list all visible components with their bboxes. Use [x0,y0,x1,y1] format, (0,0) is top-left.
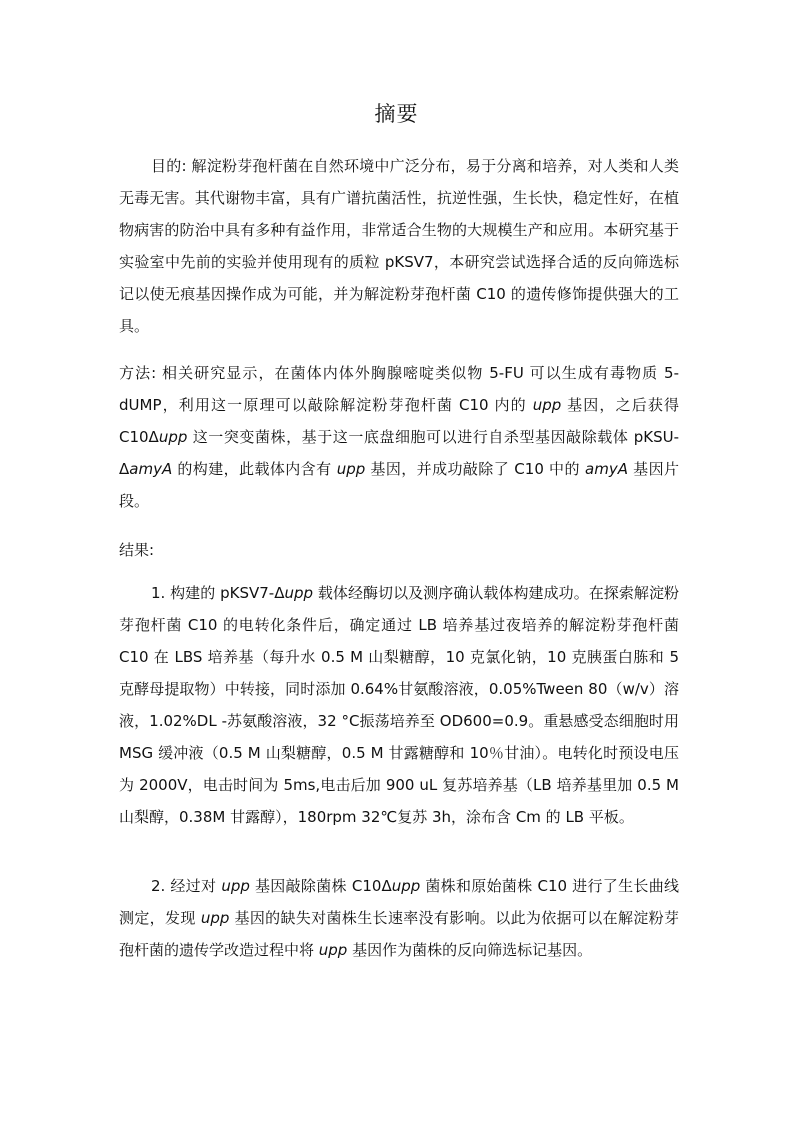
gene-name: upp [391,877,421,895]
objective-paragraph [119,150,679,342]
result-text: 基因的缺失对菌株生长速率没有影响。以此为依据可以在解淀粉芽孢杆菌的遗传学改造过程中将 [119,909,679,959]
results-item-2 [119,870,679,966]
gene-name: upp [532,396,562,414]
result-text: 1. 构建的 pKSV7-Δ [151,584,285,602]
gene-name: amyA [129,460,173,478]
result-text: 2. 经过对 [151,877,222,895]
page-title: 摘要 [374,102,419,126]
method-text: 这一突变菌株，基于这一底盘细胞可以进行自杀型基因敲除载体 pKSU-Δ [119,428,679,478]
result-text: 基因作为菌株的反向筛选标记基因。 [347,941,593,959]
gene-name: upp [221,877,250,895]
results-item-1 [119,577,679,833]
gene-name: upp [318,941,348,959]
method-label: 方法 [119,364,152,382]
gene-name: upp [284,584,314,602]
result-text: 载体经酶切以及测序确认载体构建成功。在探索解淀粉芽孢杆菌 C10 的电转化条件后，确定通过 LB 培养基过夜培养的解淀粉芽孢杆菌 C10 在 LBS 培养基（每升水 0.5 M 山梨糖醇，10 克氯化钠，10 克胰蛋白胨和 5 克酵母提取物）中转接，同时添加 0.64%甘氨酸溶液，0.05%Tween 80（w/v）溶液，1.02%DL -苏氨酸溶液，32 °C振荡培养至 OD600=0.9。重悬感受态细胞时用 MSG 缓冲液（0.5 M 山梨糖醇，0.5 M 甘露糖醇和 10％甘油）。电转化时预设电压为 2000V，电击时间为 5ms,电击后加 900 uL 复苏培养基（LB 培养基里加 0.5 M 山梨醇，0.38M 甘露醇），180rpm 32℃复苏 3h，涂布含 Cm 的 LB 平板。 [119,584,679,826]
method-text: 基因，并成功敲除了 C10 中的 [365,460,586,478]
gene-name: upp [158,428,188,446]
result-text: 菌株和原始菌株 C10 进行了生长曲线测定，发现 [119,877,679,927]
method-text: 的构建，此载体内含有 [172,460,337,478]
method-text: 基因，之后获得 C10Δ [119,396,679,446]
method-text: 基因片段。 [119,460,679,510]
gene-name: amyA [585,460,628,478]
results-label: 结果: [119,541,155,559]
gene-name: upp [200,909,230,927]
gene-name: upp [336,460,366,478]
method-paragraph [119,357,679,517]
result-text: 基因敲除菌株 C10Δ [249,877,392,895]
objective-text: : 解淀粉芽孢杆菌在自然环境中广泛分布，易于分离和培养，对人类和人类无毒无害。其代谢物丰富，具有广谱抗菌活性，抗逆性强，生长快，稳定性好，在植物病害的防治中具有多种有益作用，非常适合生物的大规模生产和应用。本研究基于实验室中先前的实验并使用现有的质粒 pKSV7，本研究尝试选择合适的反向筛选标记以使无痕基因操作成为可能，并为解淀粉芽孢杆菌 C10 的遗传修饰提供强大的工具。 [119,157,679,335]
objective-label: 目的 [151,157,182,175]
method-text: : 相关研究显示，在菌体内体外胸腺嘧啶类似物 5-FU 可以生成有毒物质 5-dUMP，利用这一原理可以敲除解淀粉芽孢杆菌 C10 内的 [119,364,679,414]
